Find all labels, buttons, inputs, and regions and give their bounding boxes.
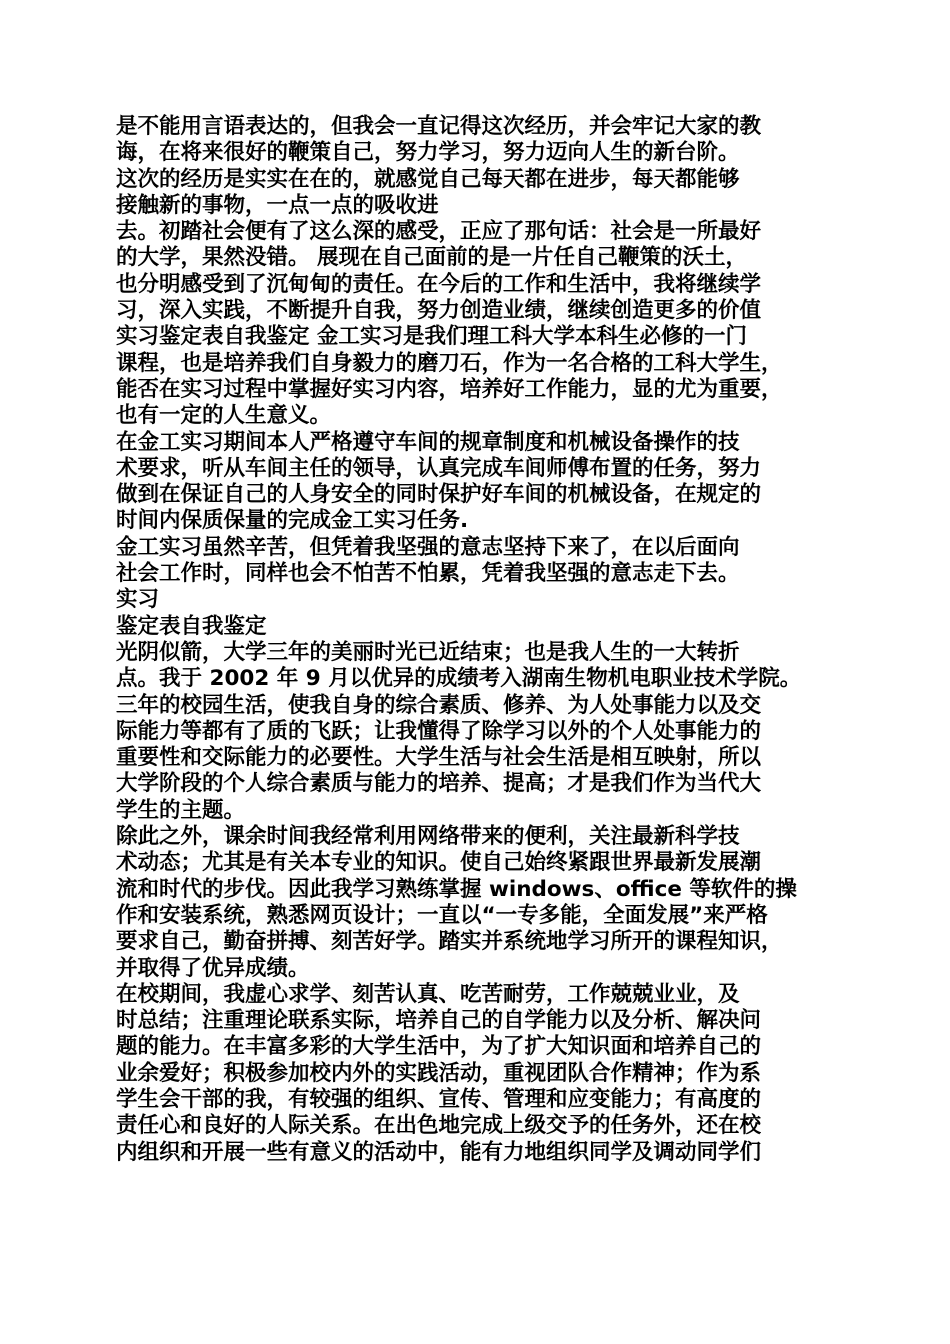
text-line: 除此之外，课余时间我经常利用网络带来的便利，关注最新科学技 — [116, 824, 740, 850]
text-line: 并取得了优异成绩。 — [116, 955, 310, 981]
text-line: 时总结；注重理论联系实际，培养自己的自学能力以及分析、解决问 — [116, 1008, 762, 1034]
text-line: 流和时代的步伐。因此我学习熟练掌握 windows、office 等软件的操 — [116, 876, 797, 902]
text-line: 的大学，果然没错。 展现在自己面前的是一片任自己鞭策的沃土， — [116, 245, 747, 271]
text-line: 作和安装系统，熟悉网页设计；一直以“一专多能，全面发展”来严格 — [116, 902, 768, 928]
text-line: 大学阶段的个人综合素质与能力的培养、提高；才是我们作为当代大 — [116, 771, 762, 797]
text-line: 责任心和良好的人际关系。在出色地完成上级交予的任务外，还在校 — [116, 1113, 762, 1139]
text-line: 也分明感受到了沉甸甸的责任。在今后的工作和生活中，我将继续学 — [116, 271, 762, 297]
text-line: 业余爱好；积极参加校内外的实践活动，重视团队合作精神；作为系 — [116, 1060, 762, 1086]
text-line: 诲，在将来很好的鞭策自己，努力学习，努力迈向人生的新台阶。 — [116, 140, 740, 166]
text-line: 学生的主题。 — [116, 797, 246, 823]
text-line: 社会工作时，同样也会不怕苦不怕累，凭着我坚强的意志走下去。 — [116, 561, 740, 587]
text-line: 术要求，听从车间主任的领导，认真完成车间师傅布置的任务，努力 — [116, 455, 762, 481]
text-line: 课程，也是培养我们自身毅力的磨刀石，作为一名合格的工科大学生， — [116, 350, 783, 376]
text-line: 重要性和交际能力的必要性。大学生活与社会生活是相互映射，所以 — [116, 745, 762, 771]
text-line: 要求自己，勤奋拼搏、刻苦好学。踏实并系统地学习所开的课程知识， — [116, 929, 783, 955]
text-line: 光阴似箭，大学三年的美丽时光已近结束；也是我人生的一大转折 — [116, 639, 740, 665]
text-line: 点。我于 2002 年 9 月以优异的成绩考入湖南生物机电职业技术学院。 — [116, 666, 802, 692]
text-line: 际能力等都有了质的飞跃；让我懂得了除学习以外的个人处事能力的 — [116, 718, 762, 744]
text-line: 时间内保质保量的完成金工实习任务. — [116, 508, 469, 534]
document-page — [116, 114, 856, 1166]
text-line: 能否在实习过程中掌握好实习内容，培养好工作能力，显的尤为重要， — [116, 376, 783, 402]
text-line: 习，深入实践，不断提升自我，努力创造业绩，继续创造更多的价值 — [116, 298, 762, 324]
text-line: 也有一定的人生意义。 — [116, 403, 332, 429]
text-line: 金工实习虽然辛苦，但凭着我坚强的意志坚持下来了，在以后面向 — [116, 534, 740, 560]
text-line: 做到在保证自己的人身安全的同时保护好车间的机械设备，在规定的 — [116, 482, 762, 508]
text-line: 实习鉴定表自我鉴定 金工实习是我们理工科大学本科生必修的一门 — [116, 324, 747, 350]
text-line: 这次的经历是实实在在的，就感觉自己每天都在进步，每天都能够 — [116, 166, 740, 192]
text-line: 学生会干部的我，有较强的组织、宣传、管理和应变能力；有高度的 — [116, 1086, 762, 1112]
text-line: 三年的校园生活，使我自身的综合素质、修养、为人处事能力以及交 — [116, 692, 762, 718]
text-line: 内组织和开展一些有意义的活动中，能有力地组织同学及调动同学们 — [116, 1139, 762, 1165]
text-line: 接触新的事物，一点一点的吸收进 — [116, 192, 439, 218]
text-line: 题的能力。在丰富多彩的大学生活中，为了扩大知识面和培养自己的 — [116, 1034, 762, 1060]
text-line: 术动态；尤其是有关本专业的知识。使自己始终紧跟世界最新发展潮 — [116, 850, 762, 876]
text-line: 是不能用言语表达的，但我会一直记得这次经历，并会牢记大家的教 — [116, 114, 762, 139]
text-line: 去。初踏社会便有了这么深的感受，正应了那句话：社会是一所最好 — [116, 219, 762, 245]
text-line: 在金工实习期间本人严格遵守车间的规章制度和机械设备操作的技 — [116, 429, 740, 455]
text-line: 在校期间，我虚心求学、刻苦认真、吃苦耐劳，工作兢兢业业，及 — [116, 981, 740, 1007]
text-line: 鉴定表自我鉴定 — [116, 613, 267, 639]
text-line: 实习 — [116, 587, 160, 613]
